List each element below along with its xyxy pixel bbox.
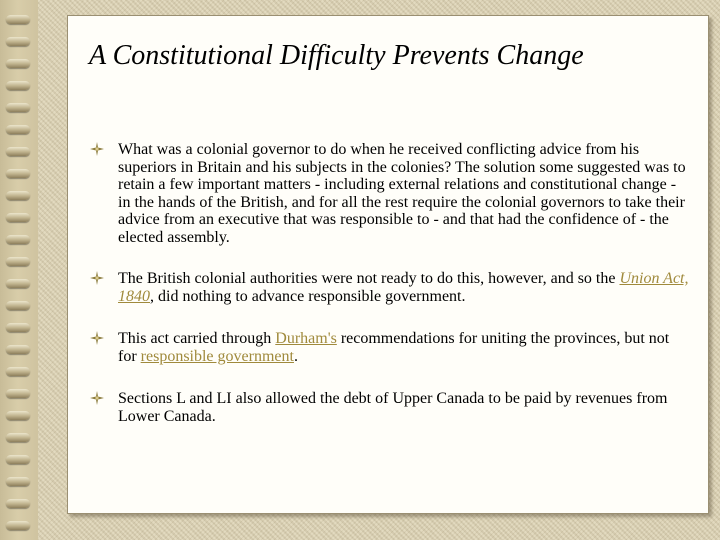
- binder-ring-icon: [6, 389, 30, 398]
- binder-ring-icon: [6, 433, 30, 442]
- bullet-text-end: .: [293, 347, 298, 365]
- binder-ring-icon: [6, 235, 30, 244]
- bullet-list: [90, 141, 690, 425]
- binder-ring-icon: [6, 367, 30, 376]
- ornament-bullet-icon: [90, 142, 104, 156]
- binder-ring-icon: [6, 213, 30, 222]
- bullet-text-end: , did nothing to advance responsible government.: [150, 287, 466, 305]
- bullet-text: Sections L and LI also allowed the debt of Upper Canada to be paid by revenues from Lower Canada.: [118, 390, 668, 425]
- bullet-item-durham: [90, 330, 690, 365]
- binder-ring-icon: [6, 411, 30, 420]
- binder-ring-icon: [6, 345, 30, 354]
- binder-ring-icon: [6, 59, 30, 68]
- binder-ring-icon: [6, 81, 30, 90]
- binder-ring-icon: [6, 169, 30, 178]
- durham-link[interactable]: Durham's: [275, 330, 337, 347]
- binder-ring-icon: [6, 455, 30, 464]
- binder-ring-icon: [6, 323, 30, 332]
- binder-ring-icon: [6, 37, 30, 46]
- binder-ring-icon: [6, 15, 30, 24]
- binder-ring-icon: [6, 279, 30, 288]
- binder-ring-icon: [6, 301, 30, 310]
- ornament-bullet-icon: [90, 271, 104, 285]
- bullet-text: What was a colonial governor to do when he received conflicting advice from his superiors in Britain and his subjects in the colonies? The solution some suggested was to retain a few important matters - including external relations and constitutional change - in the hands of the British, and for all the rest require the colonial governors to take their advice from an executive that was responsible to - and that had the confidence of - the elected assembly.: [118, 141, 686, 246]
- bullet-item-union-act: [90, 270, 690, 305]
- binder-ring-icon: [6, 191, 30, 200]
- ornament-bullet-icon: [90, 331, 104, 345]
- bullet-text-middle: recommendations for uniting the provinces, but not for: [118, 330, 670, 365]
- binder-ring-icon: [6, 499, 30, 508]
- bullet-text-start: The British colonial authorities were not ready to do this, however, and so the: [118, 270, 620, 287]
- ornament-bullet-icon: [90, 391, 104, 405]
- bullet-item-governor-dilemma: [90, 141, 690, 246]
- responsible-government-link[interactable]: responsible government: [140, 347, 294, 365]
- slide-title: A Constitutional Difficulty Prevents Change: [89, 40, 584, 71]
- binder-ring-icon: [6, 257, 30, 266]
- bullet-item-debt: [90, 390, 690, 425]
- binder-ring-icon: [6, 521, 30, 530]
- binder-ring-icon: [6, 147, 30, 156]
- bullet-text-start: This act carried through: [118, 330, 276, 347]
- notebook-binding: [0, 0, 38, 540]
- binder-ring-icon: [6, 103, 30, 112]
- binder-ring-icon: [6, 477, 30, 486]
- binder-ring-icon: [6, 125, 30, 134]
- union-act-link[interactable]: Union Act, 1840: [118, 270, 689, 305]
